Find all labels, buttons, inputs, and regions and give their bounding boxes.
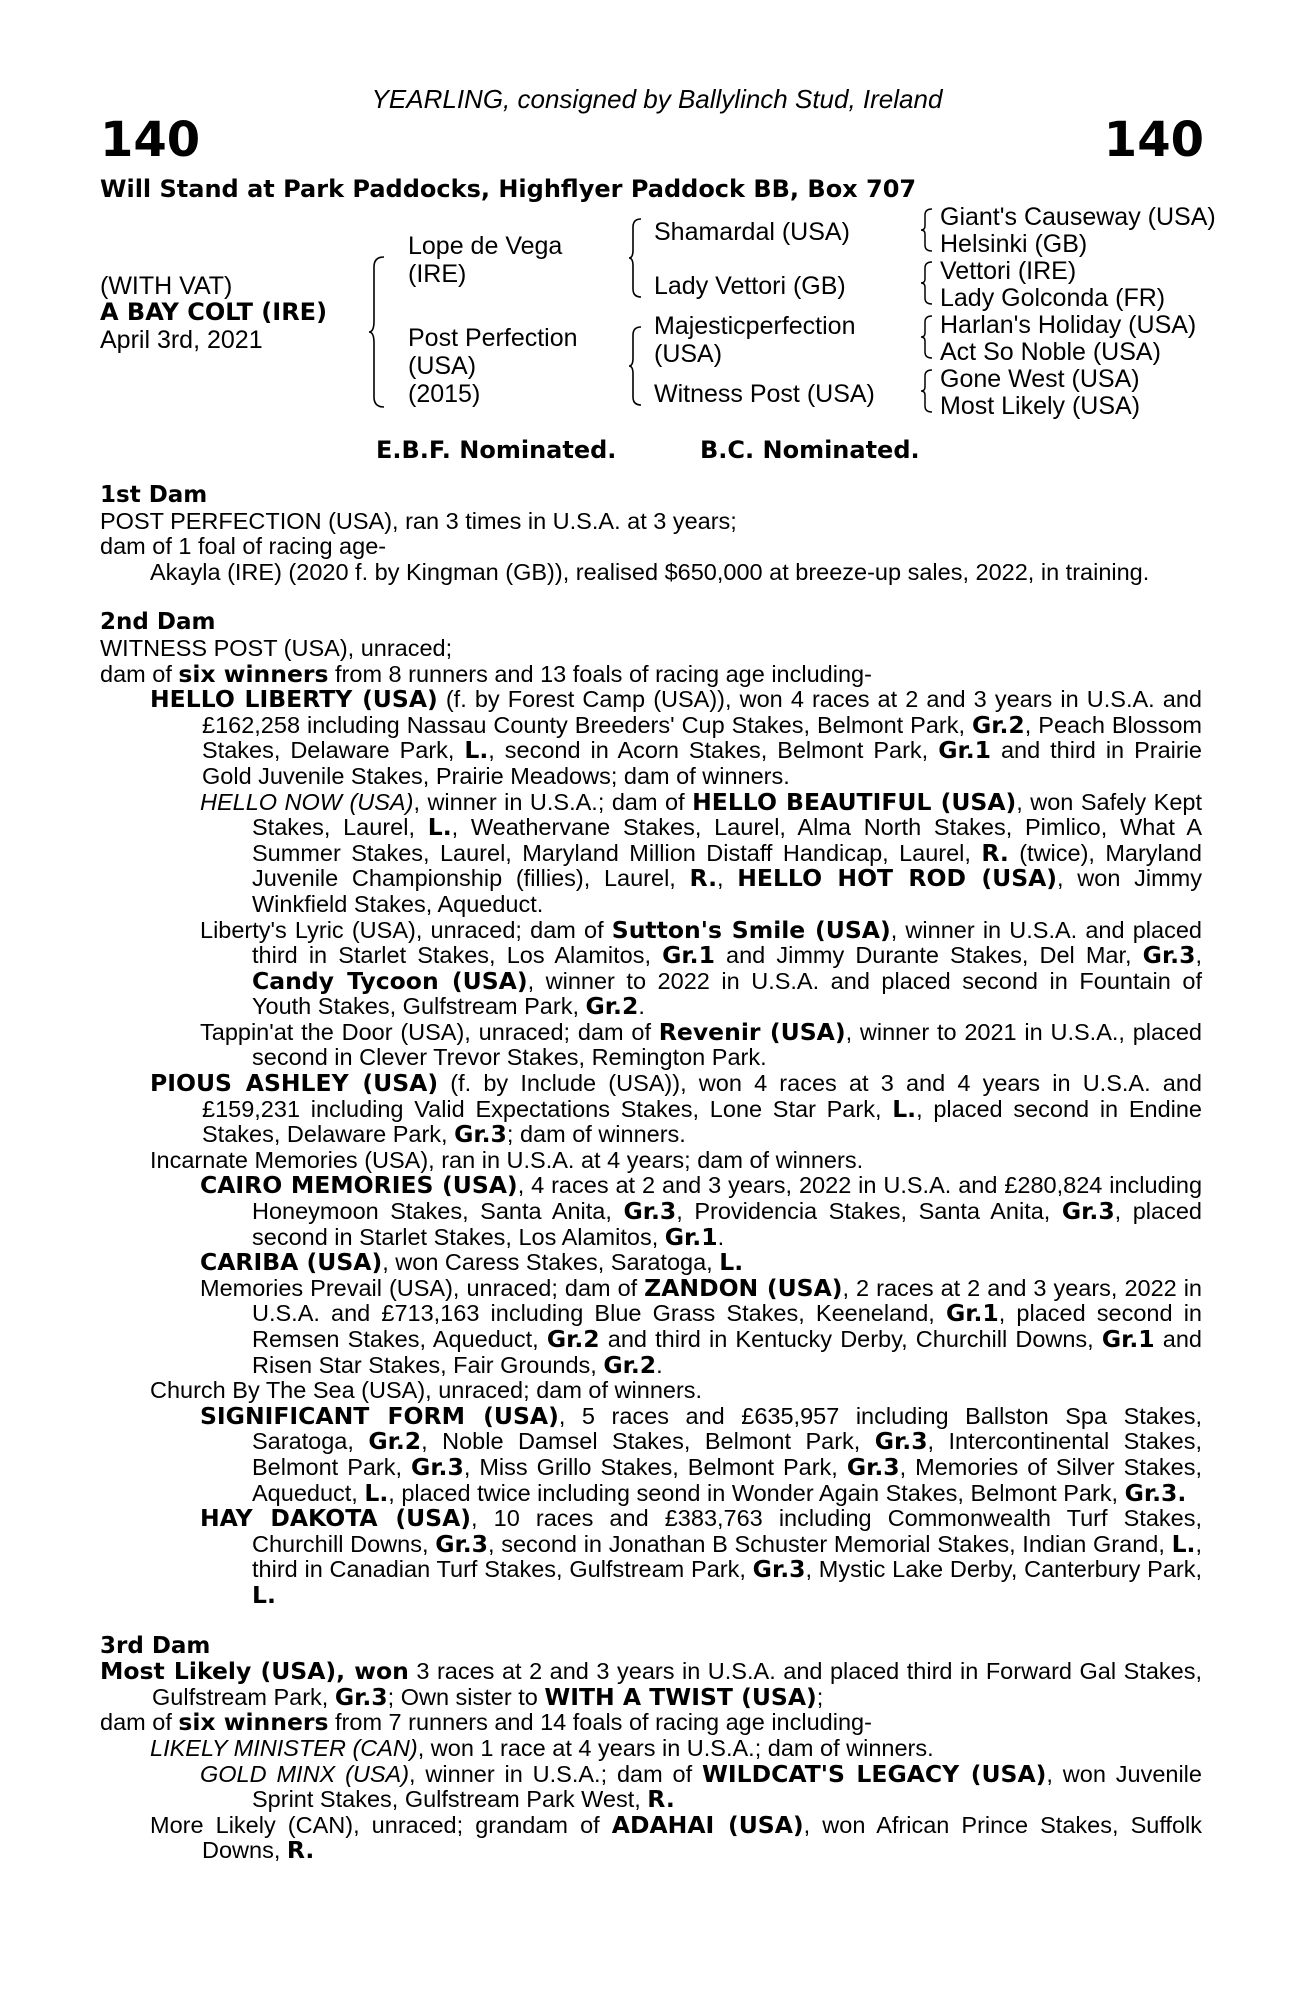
ggp-1: Giant's Causeway (USA) — [940, 203, 1216, 231]
dam-dam: Witness Post (USA) — [654, 380, 875, 408]
brace-g3 — [920, 314, 934, 360]
stabling-location: Will Stand at Park Paddocks, Highflyer Paddock BB, Box 707 — [100, 175, 917, 203]
ggp-3: Vettori (IRE) — [940, 257, 1077, 285]
first-dam-line-1: POST PERFECTION (USA), ran 3 times in U.S.A. at 3 years; — [100, 507, 737, 534]
sire-line-1: Lope de Vega — [408, 232, 563, 260]
ggp-8: Most Likely (USA) — [940, 392, 1141, 420]
dam-name — [408, 324, 578, 408]
dam-sire — [654, 312, 855, 368]
second-dam-line-2: dam of six winners from 8 runners and 13 foals of racing age including- — [100, 659, 872, 688]
brace-g1 — [920, 207, 934, 253]
brace-g4 — [920, 368, 934, 414]
dam-sire-line-2: (USA) — [654, 340, 723, 368]
first-dam-produce: Akayla (IRE) (2020 f. by Kingman (GB)), realised $650,000 at breeze-up sales, 2022, in training. — [150, 558, 1150, 585]
brace-g2 — [920, 260, 934, 306]
ggp-5: Harlan's Holiday (USA) — [940, 311, 1197, 339]
first-dam-heading: 1st Dam — [100, 482, 208, 508]
dam-sire-line-1: Majesticperfection — [654, 312, 856, 340]
entry-tappin-at-the-door: Tappin'at the Door (USA), unraced; dam of Revenir (USA), winner to 2021 in U.S.A., placed second in Clever Trevor Stakes, Remington Park. — [200, 1017, 1202, 1071]
entry-cariba: CARIBA (USA), won Caress Stakes, Saratoga, L. — [200, 1248, 744, 1277]
dam-line-1: Post Perfection — [408, 324, 578, 352]
ggp-7: Gone West (USA) — [940, 365, 1140, 393]
entry-church-by-the-sea: Church By The Sea (USA), unraced; dam of winners. — [150, 1377, 703, 1404]
sire-sire: Shamardal (USA) — [654, 218, 850, 246]
entry-hello-liberty: HELLO LIBERTY (USA) (f. by Forest Camp (USA)), won 4 races at 2 and 3 years in U.S.A. and £162,258 including Nassau County Breeders' Cup Stakes, Belmont Park, Gr.2, Peach Blossom Stakes, Delaware Park, L., second in Acorn Stakes, Belmont Park, Gr.1 and third in Prairie Gold Juvenile Stakes, Prairie Meadows; dam of winners. — [150, 685, 1202, 789]
dam-line-3: (2015) — [408, 380, 481, 408]
great-grandparents — [940, 204, 1216, 420]
pedigree-brace-dam — [628, 325, 644, 407]
first-dam-line-2: dam of 1 foal of racing age- — [100, 533, 387, 560]
lot-number-right: 140 — [1103, 112, 1204, 168]
entry-incarnate-memories: Incarnate Memories (USA), ran in U.S.A. at 4 years; dam of winners. — [150, 1146, 864, 1173]
ebf-nomination: E.B.F. Nominated. — [376, 436, 617, 464]
second-dam-line-1: WITNESS POST (USA), unraced; — [100, 634, 453, 661]
entry-pious-ashley: PIOUS ASHLEY (USA) (f. by Include (USA)), won 4 races at 3 and 4 years in U.S.A. and £159,231 including Valid Expectations Stakes, Lone Star Park, L., placed second in Endine Stakes, Delaware Park, Gr.3; dam of winners. — [150, 1069, 1203, 1149]
third-dam-heading: 3rd Dam — [100, 1632, 211, 1659]
entry-memories-prevail: Memories Prevail (USA), unraced; dam of ZANDON (USA), 2 races at 2 and 3 years, 2022 in U.S.A. and £713,163 including Blue Grass Stakes, Keeneland, Gr.1, placed second in Remsen Stakes, Aqueduct, Gr.2 and third in Kentucky Derby, Churchill Downs, Gr.1 and Risen Star Stakes, Fair Grounds, Gr.2. — [200, 1273, 1202, 1379]
consignment-line: YEARLING, consigned by Ballylinch Stud, Ireland — [371, 84, 943, 114]
horse-name: A BAY COLT (IRE) — [100, 298, 328, 326]
ggp-6: Act So Noble (USA) — [940, 338, 1161, 366]
entry-hay-dakota: HAY DAKOTA (USA), 10 races and £383,763 including Commonwealth Turf Stakes, Churchill Downs, Gr.3, second in Jonathan B Schuster Memorial Stakes, Indian Grand, L., third in Canadian Turf Stakes, Gulfstream Park, Gr.3, Mystic Lake Derby, Canterbury Park, L. — [200, 1504, 1202, 1609]
ggp-2: Helsinki (GB) — [940, 230, 1088, 258]
entry-significant-form: SIGNIFICANT FORM (USA), 5 races and £635,957 including Ballston Spa Stakes, Saratoga, Gr.2, Noble Damsel Stakes, Belmont Park, Gr.3, Intercontinental Stakes, Belmont Park, Gr.3, Miss Grillo Stakes, Belmont Park, Gr.3, Memories of Silver Stakes, Aqueduct, L., placed twice including seond in Wonder Again Stakes, Belmont Park, Gr.3. — [200, 1401, 1202, 1507]
dam-line-2: (USA) — [408, 352, 477, 380]
second-dam-heading: 2nd Dam — [100, 609, 216, 636]
sire-line-2: (IRE) — [408, 260, 467, 288]
foaling-date: April 3rd, 2021 — [100, 326, 263, 354]
lot-number-left: 140 — [100, 112, 201, 168]
entry-libertys-lyric: Liberty's Lyric (USA), unraced; dam of Sutton's Smile (USA), winner in U.S.A. and placed third in Starlet Stakes, Los Alamitos, Gr.1 and Jimmy Durante Stakes, Del Mar, Gr.3, Candy Tycoon (USA), winner to 2022 in U.S.A. and placed second in Fountain of Youth Stakes, Gulfstream Park, Gr.2. — [200, 915, 1202, 1021]
sire-name — [408, 232, 562, 288]
entry-more-likely: More Likely (CAN), unraced; grandam of ADAHAI (USA), won African Prince Stakes, Suffolk Downs, R. — [150, 1810, 1202, 1865]
entry-hello-now: HELLO NOW (USA), winner in U.S.A.; dam of HELLO BEAUTIFUL (USA), won Safely Kept Stakes, Laurel, L., Weathervane Stakes, Laurel, Alma North Stakes, Pimlico, What A Summer Stakes, Laurel, Maryland Million Distaff Handicap, Laurel, R. (twice), Maryland Juvenile Championship (fillies), Laurel, R., HELLO HOT ROD (USA), won Jimmy Winkfield Stakes, Aqueduct. — [200, 787, 1202, 917]
bc-nomination: B.C. Nominated. — [700, 436, 920, 464]
third-dam-summary: Most Likely (USA), won 3 races at 2 and 3 years in U.S.A. and placed third in Forward Gal Stakes, Gulfstream Park, Gr.3; Own sister to WITH A TWIST (USA); — [100, 1657, 1203, 1711]
entry-gold-minx: GOLD MINX (USA), winner in U.S.A.; dam of WILDCAT'S LEGACY (USA), won Juvenile Sprint Stakes, Gulfstream Park West, R. — [200, 1759, 1202, 1814]
entry-cairo-memories: CAIRO MEMORIES (USA), 4 races at 2 and 3 years, 2022 in U.S.A. and £280,824 including Honeymoon Stakes, Santa Anita, Gr.3, Providencia Stakes, Santa Anita, Gr.3, placed second in Starlet Stakes, Los Alamitos, Gr.1. — [200, 1171, 1203, 1251]
entry-likely-minister: LIKELY MINISTER (CAN), won 1 race at 4 years in U.S.A.; dam of winners. — [150, 1734, 934, 1761]
third-dam-produce-line: dam of six winners from 7 runners and 14 foals of racing age including- — [100, 1708, 872, 1737]
sire-dam: Lady Vettori (GB) — [654, 272, 846, 300]
pedigree-brace-main — [368, 255, 388, 409]
catalogue-body — [100, 483, 1202, 1864]
pedigree-brace-sire — [628, 217, 644, 299]
vat-note: (WITH VAT) — [100, 272, 233, 300]
ggp-4: Lady Golconda (FR) — [940, 284, 1166, 312]
